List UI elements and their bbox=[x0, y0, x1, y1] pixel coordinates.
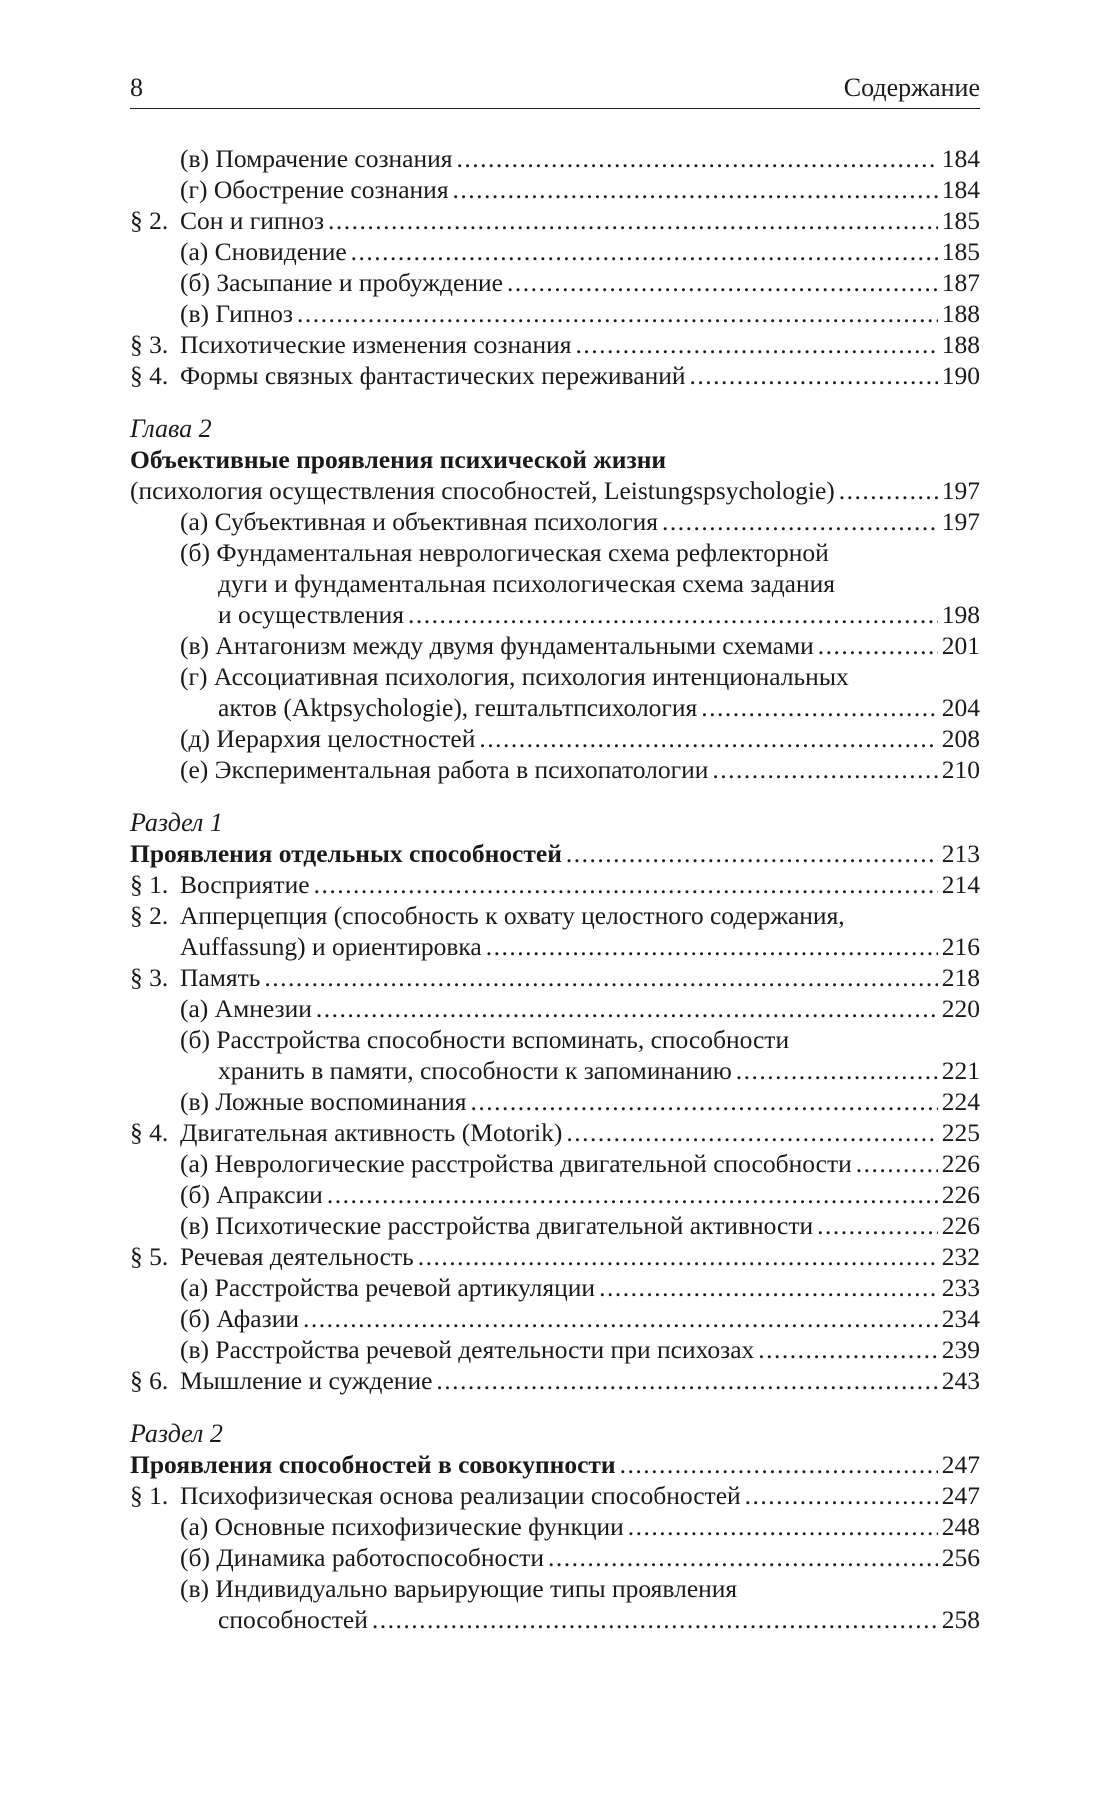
toc-entry: (а) Основные психофизические функции ..... 248 bbox=[130, 1511, 980, 1542]
toc-entry: (б) Афазии ..... 234 bbox=[130, 1303, 980, 1334]
toc-entry: (а) Расстройства речевой артикуляции ..... 233 bbox=[130, 1272, 980, 1303]
toc-entry: способностей ..... 258 bbox=[130, 1604, 980, 1635]
toc-entry-line: (г) Ассоциативная психология, психология интенциональных bbox=[180, 662, 849, 691]
section-heading: Раздел 2 bbox=[130, 1419, 223, 1448]
chapter-heading: Глава 2 bbox=[130, 414, 212, 443]
toc-entry: (г) Обострение сознания ..... 184 bbox=[130, 174, 980, 205]
toc-entry: (в) Гипноз ..... 188 bbox=[130, 298, 980, 329]
toc-entry-line: (в) Индивидуально варьирующие типы проявления bbox=[180, 1574, 738, 1603]
toc-entry: хранить в памяти, способности к запоминанию ..... 221 bbox=[130, 1055, 980, 1086]
toc-entry: § 1. Восприятие ..... 214 bbox=[130, 869, 980, 900]
toc-entry: § 3. Психотические изменения сознания ..... 188 bbox=[130, 329, 980, 360]
toc-page bbox=[130, 72, 980, 1635]
table-of-contents bbox=[130, 143, 980, 1635]
toc-entry: (в) Расстройства речевой деятельности при психозах ..... 239 bbox=[130, 1334, 980, 1365]
toc-entry: (а) Субъективная и объективная психология ..... 197 bbox=[130, 506, 980, 537]
toc-entry: актов (Aktpsychologie), гештальтпсихология ..... 204 bbox=[130, 692, 980, 723]
running-title: Содержание bbox=[843, 73, 980, 102]
chapter-title: Объективные проявления психической жизни bbox=[130, 445, 667, 474]
toc-entry: (б) Засыпание и пробуждение ..... 187 bbox=[130, 267, 980, 298]
toc-entry: § 1. Психофизическая основа реализации способностей ..... 247 bbox=[130, 1480, 980, 1511]
toc-entry: (е) Экспериментальная работа в психопатологии ..... 210 bbox=[130, 754, 980, 785]
section-heading: Раздел 1 bbox=[130, 808, 223, 837]
toc-entry: (в) Помрачение сознания ..... 184 bbox=[130, 143, 980, 174]
toc-entry: (а) Неврологические расстройства двигательной способности ..... 226 bbox=[130, 1148, 980, 1179]
toc-entry: § 2. Сон и гипноз ..... 185 bbox=[130, 205, 980, 236]
toc-entry: (б) Апраксии ..... 226 bbox=[130, 1179, 980, 1210]
toc-entry: Auffassung) и ориентировка ..... 216 bbox=[130, 931, 980, 962]
toc-entry-line: (б) Фундаментальная неврологическая схема рефлекторной bbox=[180, 538, 829, 567]
toc-entry: (в) Антагонизм между двумя фундаментальными схемами ..... 201 bbox=[130, 630, 980, 661]
toc-entry: и осуществления ..... 198 bbox=[130, 599, 980, 630]
toc-entry: Проявления отдельных способностей ..... 213 bbox=[130, 838, 980, 869]
toc-entry: (в) Ложные воспоминания ..... 224 bbox=[130, 1086, 980, 1117]
toc-entry: (д) Иерархия целостностей ..... 208 bbox=[130, 723, 980, 754]
toc-entry: (а) Амнезии ..... 220 bbox=[130, 993, 980, 1024]
toc-entry: § 4. Формы связных фантастических переживаний ..... 190 bbox=[130, 360, 980, 391]
toc-entry-line: (б) Расстройства способности вспоминать, способности bbox=[180, 1025, 790, 1054]
toc-entry: (б) Динамика работоспособности ..... 256 bbox=[130, 1542, 980, 1573]
toc-entry: (в) Психотические расстройства двигательной активности ..... 226 bbox=[130, 1210, 980, 1241]
toc-entry: § 3. Память ..... 218 bbox=[130, 962, 980, 993]
toc-entry: (а) Сновидение ..... 185 bbox=[130, 236, 980, 267]
toc-entry: § 5. Речевая деятельность ..... 232 bbox=[130, 1241, 980, 1272]
page-number: 8 bbox=[130, 73, 143, 102]
toc-entry: § 4. Двигательная активность (Motorik) ..... 225 bbox=[130, 1117, 980, 1148]
toc-entry: Проявления способностей в совокупности ..... 247 bbox=[130, 1449, 980, 1480]
toc-entry: § 6. Мышление и суждение ..... 243 bbox=[130, 1365, 980, 1396]
toc-entry: (психология осуществления способностей, Leistungspsychologie) ..... 197 bbox=[130, 475, 980, 506]
page-header bbox=[130, 72, 980, 109]
toc-entry-line: § 2. Апперцепция (способность к охвату целостного содержания, bbox=[130, 901, 845, 930]
toc-entry-line: дуги и фундаментальная психологическая схема задания bbox=[218, 569, 836, 598]
